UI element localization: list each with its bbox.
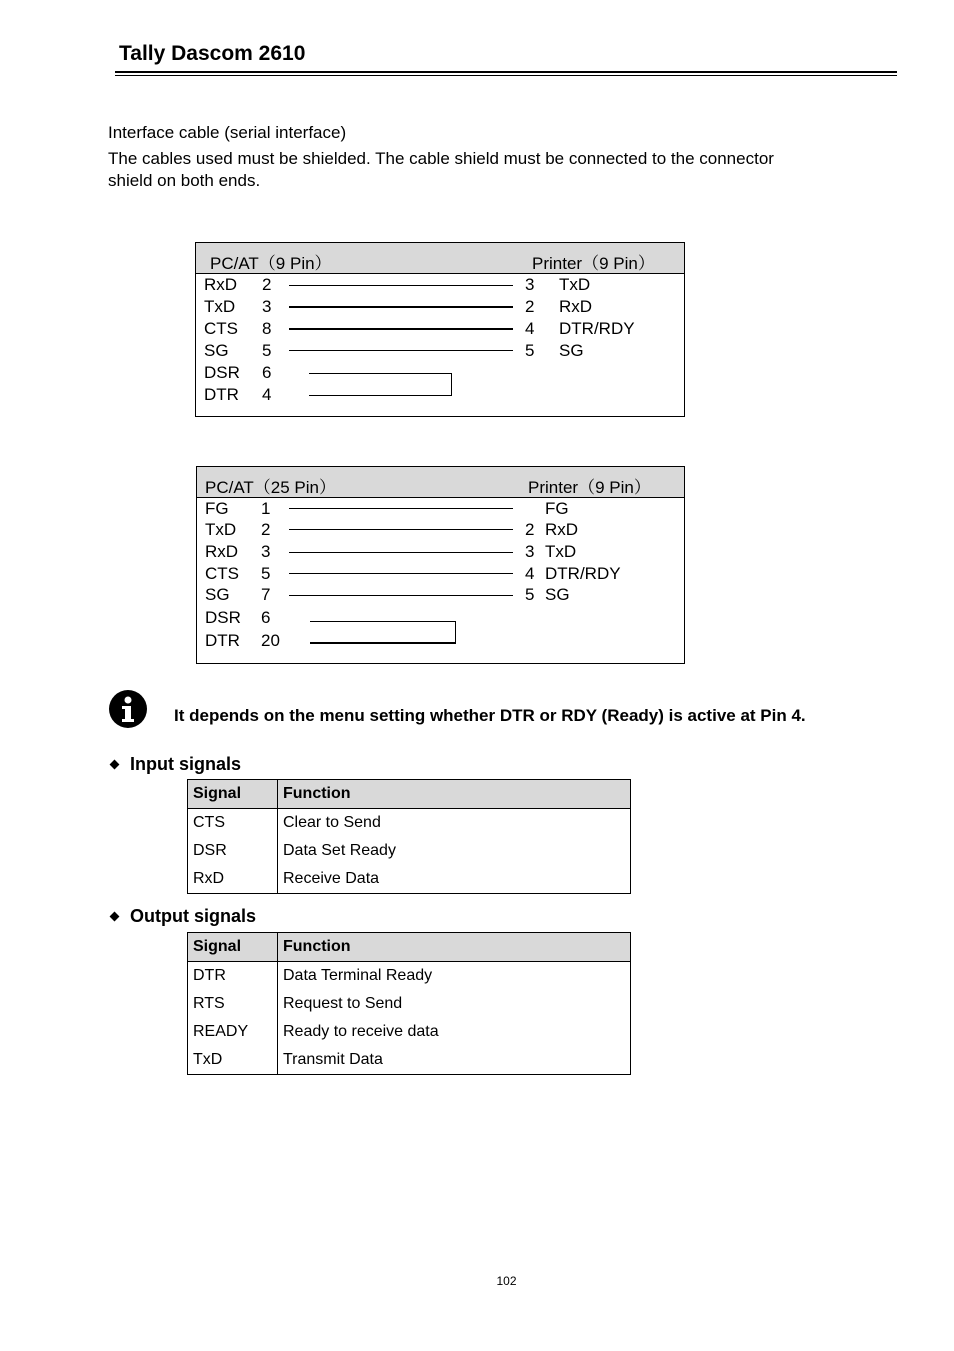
right-pin: 3	[525, 275, 535, 294]
bullet-icon	[110, 911, 120, 921]
signal-cell: TxD	[188, 1046, 278, 1075]
right-signal: DTR/RDY	[559, 319, 635, 338]
table-row	[188, 1018, 631, 1046]
right-signal: RxD	[545, 520, 579, 539]
wiring-diagram-25pin	[196, 466, 685, 664]
function-cell: Data Set Ready	[278, 837, 631, 865]
right-pin: 4	[525, 319, 535, 338]
output-signals-table	[187, 932, 631, 1075]
right-connector-label: Printer（9 Pin）	[532, 254, 655, 273]
left-pin: 2	[261, 520, 271, 539]
column-header: Function	[278, 780, 631, 809]
column-header: Signal	[188, 933, 278, 962]
wire-line	[289, 285, 513, 286]
function-cell: Clear to Send	[278, 809, 631, 838]
diagram-header	[196, 243, 684, 274]
left-pin: 5	[262, 341, 272, 360]
right-pin: 5	[525, 585, 535, 604]
signal-cell: READY	[188, 1018, 278, 1046]
input-signals-heading-text: Input signals	[130, 754, 242, 774]
output-signals-heading	[108, 906, 256, 927]
right-pin: 2	[525, 297, 535, 316]
left-signal: SG	[204, 341, 229, 360]
wire-line	[289, 306, 513, 308]
left-signal: SG	[205, 585, 230, 604]
wire-line	[289, 552, 513, 553]
output-signals-heading-text: Output signals	[130, 906, 256, 926]
right-signal: TxD	[559, 275, 591, 294]
left-pin: 8	[262, 319, 272, 338]
wire-line	[289, 529, 513, 530]
right-signal: SG	[545, 585, 570, 604]
left-signal: DSR	[204, 363, 240, 382]
page-number: 102	[496, 1274, 517, 1288]
header-rule-bottom	[115, 75, 897, 76]
signal-cell: DTR	[188, 962, 278, 991]
left-pin: 1	[261, 499, 271, 518]
left-connector-label: PC/AT（25 Pin）	[205, 478, 337, 497]
left-signal: TxD	[205, 520, 237, 539]
right-connector-label: Printer（9 Pin）	[528, 478, 651, 497]
left-pin: 2	[262, 275, 272, 294]
wire-line	[289, 573, 513, 574]
bullet-icon	[110, 759, 120, 769]
signal-cell: DSR	[188, 837, 278, 865]
right-signal: DTR/RDY	[545, 564, 621, 583]
note-text: It depends on the menu setting whether DTR or RDY (Ready) is active at Pin 4.	[174, 706, 806, 725]
left-pin: 6	[261, 608, 271, 627]
signal-cell: CTS	[188, 809, 278, 838]
column-header: Signal	[188, 780, 278, 809]
function-cell: Transmit Data	[278, 1046, 631, 1075]
right-signal: TxD	[545, 542, 577, 561]
left-pin: 4	[262, 385, 272, 404]
left-signal: TxD	[204, 297, 236, 316]
table-row	[188, 962, 631, 991]
signal-cell: RxD	[188, 865, 278, 894]
left-connector-label: PC/AT（9 Pin）	[210, 254, 332, 273]
left-pin: 20	[261, 631, 280, 650]
left-pin: 5	[261, 564, 271, 583]
right-pin: 5	[525, 341, 535, 360]
column-header: Function	[278, 933, 631, 962]
left-pin: 7	[261, 585, 271, 604]
right-signal: FG	[545, 499, 569, 518]
table-row	[188, 865, 631, 894]
left-signal: CTS	[204, 319, 238, 338]
function-cell: Ready to receive data	[278, 1018, 631, 1046]
left-signal: CTS	[205, 564, 239, 583]
signal-cell: RTS	[188, 990, 278, 1018]
left-signal: RxD	[204, 275, 238, 294]
info-icon	[109, 690, 147, 728]
left-signal: DTR	[204, 385, 239, 404]
intro-text-line1: The cables used must be shielded. The cable shield must be connected to the connector	[108, 149, 774, 168]
table-header-row	[188, 933, 631, 962]
left-pin: 3	[261, 542, 271, 561]
diagram-header	[197, 467, 684, 498]
left-pin: 6	[262, 363, 272, 382]
table-row	[188, 1046, 631, 1075]
input-signals-table	[187, 779, 631, 894]
table-header-row	[188, 780, 631, 809]
left-pin: 3	[262, 297, 272, 316]
left-signal: DTR	[205, 631, 240, 650]
wire-line	[289, 350, 513, 351]
wire-line	[289, 595, 513, 596]
wire-loop-dsr-dtr	[309, 373, 452, 396]
intro-text-line2: shield on both ends.	[108, 171, 261, 190]
input-signals-heading	[108, 754, 241, 775]
right-pin: 2	[525, 520, 535, 539]
right-signal: RxD	[559, 297, 593, 316]
table-row	[188, 809, 631, 838]
left-signal: DSR	[205, 608, 241, 627]
function-cell: Receive Data	[278, 865, 631, 894]
function-cell: Request to Send	[278, 990, 631, 1018]
document-header-title: Tally Dascom 2610	[119, 42, 306, 65]
wire-line	[289, 328, 513, 330]
right-pin: 3	[525, 542, 535, 561]
left-signal: FG	[205, 499, 229, 518]
left-signal: RxD	[205, 542, 239, 561]
table-row	[188, 990, 631, 1018]
wire-line	[289, 508, 513, 509]
wire-loop-dsr-dtr	[310, 621, 456, 644]
intro-heading: Interface cable (serial interface)	[108, 123, 347, 142]
wiring-diagram-9pin	[195, 242, 685, 417]
right-pin: 4	[525, 564, 535, 583]
header-rule-top	[115, 71, 897, 73]
table-row	[188, 837, 631, 865]
function-cell: Data Terminal Ready	[278, 962, 631, 991]
right-signal: SG	[559, 341, 584, 360]
